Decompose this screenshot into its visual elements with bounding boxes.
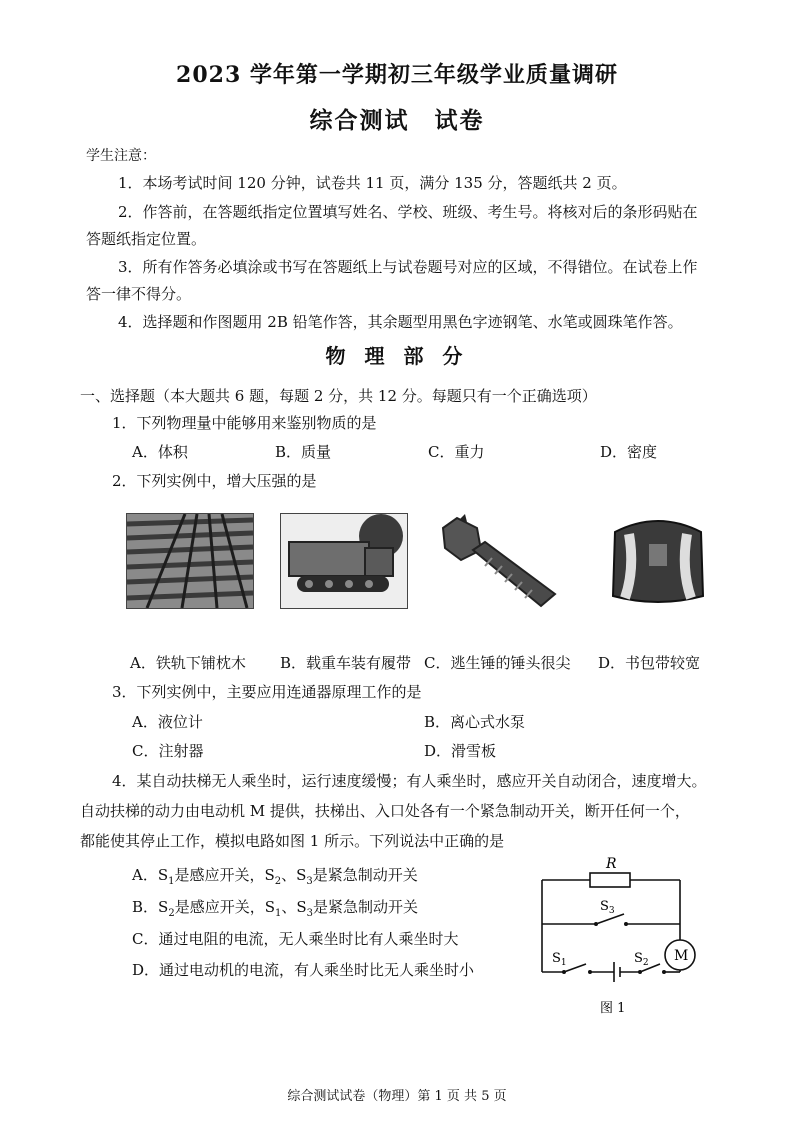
- q4-stem-line-1: 4．某自动扶梯无人乘坐时，运行速度缓慢；有人乘坐时，感应开关自动闭合，速度增大。: [112, 772, 707, 790]
- notice-item-4: 4．选择题和作图题用 2B 铅笔作答，其余题型用黑色字迹钢笔、水笔或圆珠笔作答。: [118, 313, 683, 331]
- page-footer: 综合测试试卷（物理）第 1 页 共 5 页: [287, 1089, 507, 1104]
- q1-option-b: B．质量: [275, 443, 332, 461]
- q2-option-b: B．载重车装有履带: [280, 654, 412, 672]
- exam-title: 2023 学年第一学期初三年级学业质量调研: [176, 62, 618, 88]
- q3-option-b: B．离心式水泵: [424, 713, 526, 731]
- q2-option-a: A．铁轨下铺枕木: [130, 654, 246, 672]
- q3-option-c: C．注射器: [132, 742, 204, 760]
- escape-hammer-photo: [436, 513, 564, 609]
- q2-stem: 2．下列实例中，增大压强的是: [112, 472, 317, 490]
- exam-subtitle: 综合测试 试卷: [309, 107, 485, 134]
- notice-item-2-cont: 答题纸指定位置。: [86, 230, 207, 248]
- q4-stem-line-3: 都能使其停止工作，模拟电路如图 1 所示。下列说法中正确的是: [80, 832, 505, 850]
- section-title: 物 理 部 分: [325, 344, 469, 368]
- switch1-label: $S_1$: [552, 951, 567, 968]
- q3-stem: 3．下列实例中，主要应用连通器原理工作的是: [112, 683, 422, 701]
- q3-option-a: A．液位计: [132, 713, 203, 731]
- q4-option-c: C．通过电阻的电流，无人乘坐时比有人乘坐时大: [132, 930, 459, 948]
- notice-item-3-cont: 答一律不得分。: [86, 285, 192, 303]
- backpack-photo: [594, 513, 722, 609]
- resistor-label: R: [606, 856, 617, 872]
- resistor-symbol: [590, 873, 630, 887]
- q1-option-d: D．密度: [600, 443, 658, 461]
- q2-option-c: C．逃生锤的锤头很尖: [424, 654, 571, 672]
- part1-heading: 一、选择题（本大题共 6 题，每题 2 分，共 12 分。每题只有一个正确选项）: [80, 387, 597, 405]
- switch2-label: $S_2$: [634, 951, 649, 968]
- q4-option-a: A．$S_1$是感应开关，$S_2$、$S_3$是紧急制动开关: [132, 866, 418, 887]
- q4-stem-line-2: 自动扶梯的动力由电动机 M 提供，扶梯出、入口处各有一个紧急制动开关，断开任何一个，: [80, 802, 690, 820]
- circuit-diagram: [530, 852, 720, 1022]
- tracked-truck-photo: [280, 513, 408, 609]
- q1-option-a: A．体积: [132, 443, 188, 461]
- q4-option-d: D．通过电动机的电流，有人乘坐时比无人乘坐时小: [132, 961, 475, 979]
- q4-option-b: B．$S_2$是感应开关，$S_1$、$S_3$是紧急制动开关: [132, 898, 419, 919]
- q1-stem: 1．下列物理量中能够用来鉴别物质的是: [112, 414, 377, 432]
- railway-photo: [126, 513, 254, 609]
- q2-option-d: D．书包带较宽: [598, 654, 701, 672]
- switch3-label: $S_3$: [600, 899, 615, 916]
- motor-label: M: [674, 948, 689, 964]
- figure-caption: 图 1: [600, 1001, 626, 1016]
- notice-item-2: 2．作答前，在答题纸指定位置填写姓名、学校、班级、考生号。将核对后的条形码贴在: [118, 203, 698, 221]
- q1-option-c: C．重力: [428, 443, 485, 461]
- switch1-symbol: [564, 964, 586, 972]
- notice-item-1: 1．本场考试时间 120 分钟，试卷共 11 页，满分 135 分，答题纸共 2 页。: [118, 174, 627, 192]
- q3-option-d: D．滑雪板: [424, 742, 497, 760]
- notice-heading: 学生注意：: [86, 148, 156, 164]
- notice-item-3: 3．所有作答务必填涂或书写在答题纸上与试卷题号对应的区域，不得错位。在试卷上作: [118, 258, 698, 276]
